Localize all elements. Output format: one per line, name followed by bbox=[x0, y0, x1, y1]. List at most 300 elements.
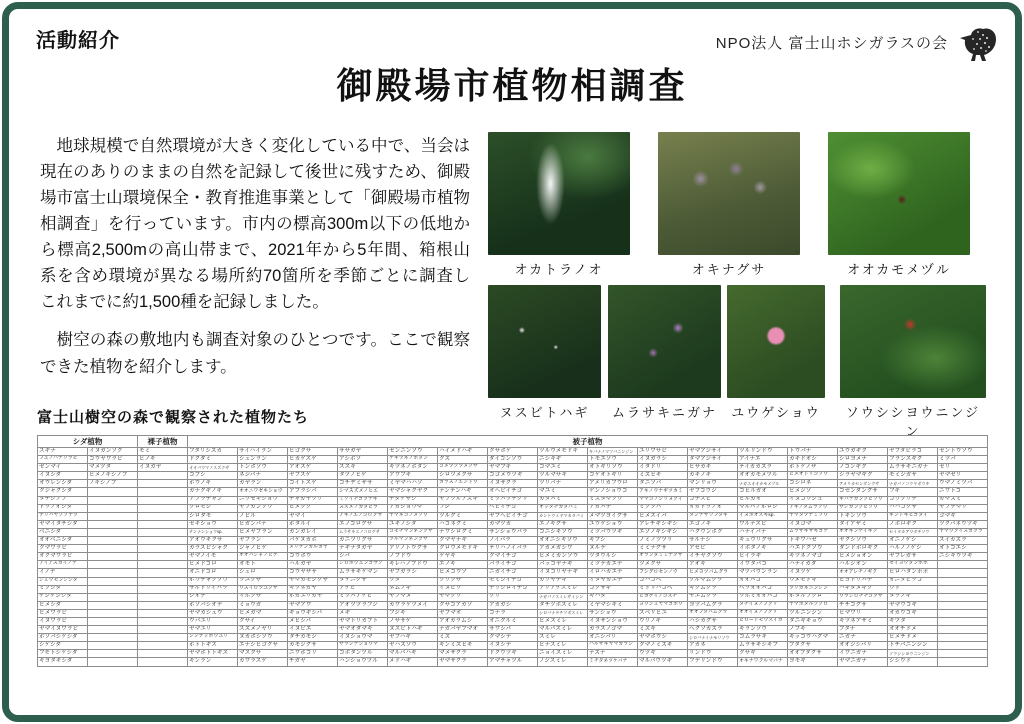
plant-cell: ギョウギシバ bbox=[288, 609, 338, 617]
photo-murasakinigana bbox=[608, 285, 721, 421]
photo-image bbox=[658, 132, 800, 255]
plant-cell: ミョウガ bbox=[238, 601, 288, 609]
org-name: NPO法人 富士山ホシガラスの会 bbox=[715, 35, 948, 52]
plant-cell: ミツバウツギ bbox=[588, 528, 638, 536]
plant-cell: マメヅタ bbox=[88, 464, 138, 472]
plant-cell: セリ bbox=[938, 464, 988, 472]
plant-cell bbox=[138, 472, 188, 480]
photo-caption: ソウシシヨウニンジン bbox=[845, 405, 981, 439]
plant-cell: コモチマンネングサ bbox=[388, 528, 438, 536]
plant-cell: オオベニシダ bbox=[38, 537, 88, 545]
plant-cell: シロダモ bbox=[188, 512, 238, 520]
plant-cell: ウバユリ bbox=[188, 617, 238, 625]
plant-cell: ノブドウ bbox=[388, 553, 438, 561]
plant-cell: コナスビ bbox=[688, 496, 738, 504]
plant-cell: アワブキ bbox=[388, 472, 438, 480]
table-row bbox=[38, 488, 988, 496]
plant-cell: ヤマゼリ bbox=[938, 472, 988, 480]
plant-cell: エゾノギシギシ bbox=[638, 528, 688, 536]
plant-cell: イヌゴマ bbox=[788, 520, 838, 528]
plant-cell: ヒメスミレ bbox=[538, 617, 588, 625]
plant-cell: カヤラン bbox=[238, 480, 288, 488]
plant-cell: ハキダメギク bbox=[838, 585, 888, 593]
plant-cell: キントキヒゴタイ bbox=[888, 512, 938, 520]
plant-cell: ユウガギク bbox=[838, 448, 888, 456]
plant-cell: カナクギノキ bbox=[188, 488, 238, 496]
plant-cell: アカメガシワ bbox=[538, 545, 588, 553]
plant-cell: サラシナショウマ bbox=[338, 642, 388, 650]
plant-cell: ヤマイタチシダ bbox=[38, 520, 88, 528]
plant-cell bbox=[88, 585, 138, 593]
plant-cell: ミゾイチゴツナギ bbox=[338, 496, 388, 504]
plant-cell: イヌビエ bbox=[288, 626, 338, 634]
plant-cell: シロツメクサ bbox=[438, 472, 488, 480]
plant-cell: アキノタムラソウ bbox=[788, 504, 838, 512]
plant-cell: シロバナイナモリソウ bbox=[688, 634, 738, 642]
plant-cell: ヤマグワ bbox=[438, 593, 488, 601]
table-row bbox=[38, 553, 988, 561]
plant-cell: イヌコリヤナギ bbox=[538, 569, 588, 577]
plant-cell: キンミズヒキ bbox=[438, 642, 488, 650]
plant-cell: ケキツネノボタン bbox=[388, 456, 438, 464]
table-row bbox=[38, 642, 988, 650]
plant-cell bbox=[938, 658, 988, 666]
plant-cell: ヒメミカンソウ bbox=[538, 553, 588, 561]
plant-cell: マンリョウ bbox=[688, 480, 738, 488]
plant-cell: アカショウマ bbox=[388, 504, 438, 512]
plant-cell: ニワゼキショウ bbox=[238, 496, 288, 504]
plant-cell: サイハイラン bbox=[238, 448, 288, 456]
plant-cell: ダイコンソウ bbox=[488, 456, 538, 464]
plant-cell bbox=[138, 609, 188, 617]
plant-cell: ヤブカンゾウ bbox=[238, 504, 288, 512]
plant-cell: ヒメノキシノブ bbox=[88, 472, 138, 480]
plant-cell: ミゾシダ bbox=[38, 585, 88, 593]
plant-cell: ムラサキケマン bbox=[338, 569, 388, 577]
plant-cell: ノブキ bbox=[788, 626, 838, 634]
plant-cell: オオバウマノスズクサ bbox=[188, 464, 238, 472]
plant-cell: イヌザンショウ bbox=[588, 617, 638, 625]
plant-cell bbox=[88, 569, 138, 577]
table-row bbox=[38, 561, 988, 569]
plant-cell: ヘクソカズラ bbox=[688, 626, 738, 634]
plant-cell: オオバコ bbox=[738, 577, 788, 585]
plant-cell: ツユクサ bbox=[238, 577, 288, 585]
plant-cell: ソウシシヨウニンジン bbox=[888, 650, 938, 658]
plant-cell: ツリガネニンジン bbox=[788, 585, 838, 593]
photo-image bbox=[840, 285, 986, 398]
plant-cell: メマツヨイグサ bbox=[588, 512, 638, 520]
plant-cell bbox=[88, 520, 138, 528]
plant-cell: シュロ bbox=[238, 569, 288, 577]
plant-cell: エゴノキ bbox=[688, 520, 738, 528]
plant-cell: キランソウ bbox=[738, 626, 788, 634]
plant-cell: コムラサキ bbox=[738, 634, 788, 642]
plant-cell bbox=[938, 577, 988, 585]
plant-cell: ナガバノスミレサイシン bbox=[538, 593, 588, 601]
plant-cell: キツネアザミ bbox=[838, 617, 888, 625]
plant-cell: トキワハゼ bbox=[788, 537, 838, 545]
plant-cell: ヘラオオバコ bbox=[738, 585, 788, 593]
plant-cell: イロハカエデ bbox=[588, 569, 638, 577]
plant-cell: ハイメドハギ bbox=[438, 448, 488, 456]
photo-nusubitohagi bbox=[488, 285, 601, 421]
plant-cell: サルトリイバラ bbox=[188, 585, 238, 593]
plant-cell: バライチゴ bbox=[488, 561, 538, 569]
plant-cell: ササガヤ bbox=[338, 448, 388, 456]
plant-cell: イワニガナ bbox=[838, 650, 888, 658]
photo-soushishiyouninjin bbox=[840, 285, 986, 440]
plant-cell: ホソバシオデ bbox=[188, 601, 238, 609]
plant-cell: ヌスビトハギ bbox=[388, 626, 438, 634]
plant-cell: ニガナ bbox=[838, 634, 888, 642]
plant-cell: アイアスカイノデ bbox=[38, 561, 88, 569]
plant-cell: ヤブハギ bbox=[388, 634, 438, 642]
plant-cell: メリケンカルカヤ bbox=[288, 545, 338, 553]
photo-caption: オキナグサ bbox=[691, 262, 767, 277]
plant-cell: ママコノシリヌグイ bbox=[638, 496, 688, 504]
plant-cell: コブシ bbox=[188, 472, 238, 480]
plant-cell: カワラケツメイ bbox=[388, 601, 438, 609]
plant-cell: オニシバリ bbox=[588, 634, 638, 642]
plant-cell: バケヌカボ bbox=[288, 537, 338, 545]
plant-cell: オキナワクルマバナ bbox=[738, 658, 788, 666]
table-group-header: 裸子植物 bbox=[138, 436, 188, 448]
plant-cell: スギナ bbox=[38, 448, 88, 456]
table-row bbox=[38, 480, 988, 488]
plant-cell: コニシキソウ bbox=[538, 528, 588, 536]
plant-cell: ホタルイ bbox=[288, 520, 338, 528]
table-row bbox=[38, 464, 988, 472]
plant-cell: ハンショウヅル bbox=[338, 658, 388, 666]
plant-cell: コナラ bbox=[488, 609, 538, 617]
plant-cell: ナンテンハギ bbox=[438, 488, 488, 496]
plant-cell: ヒゴクサ bbox=[288, 448, 338, 456]
plant-cell: モミジガサ bbox=[888, 472, 938, 480]
plant-cell: セイヨウタンポポ bbox=[888, 561, 938, 569]
plant-cell bbox=[88, 528, 138, 536]
plant-cell bbox=[938, 650, 988, 658]
plant-cell: トモエソウ bbox=[588, 456, 638, 464]
plant-cell bbox=[88, 545, 138, 553]
plant-cell: オッタチカタバミ bbox=[538, 504, 588, 512]
plant-cell bbox=[138, 480, 188, 488]
plant-cell: ツルリンドウ bbox=[738, 448, 788, 456]
group-header-row bbox=[38, 436, 988, 448]
plant-cell bbox=[938, 601, 988, 609]
plant-cell: ウラジロチチコグサ bbox=[838, 593, 888, 601]
plant-cell bbox=[138, 601, 188, 609]
plant-cell: オニノゲシ bbox=[888, 537, 938, 545]
plant-cell: チガヤ bbox=[288, 658, 338, 666]
plant-cell: ミズタマソウ bbox=[588, 496, 638, 504]
plant-table-head bbox=[38, 436, 988, 448]
plant-cell bbox=[88, 488, 138, 496]
plant-cell: タマアジサイ bbox=[688, 456, 738, 464]
plant-cell: イボクサ bbox=[238, 593, 288, 601]
plant-cell: スミレ bbox=[538, 634, 588, 642]
plant-cell bbox=[138, 658, 188, 666]
plant-cell: チダケサシ bbox=[388, 496, 438, 504]
plant-cell: エノキ bbox=[438, 561, 488, 569]
plant-table bbox=[37, 435, 988, 667]
plant-cell: イワタバコ bbox=[738, 561, 788, 569]
plant-cell: ヒメドコロ bbox=[188, 561, 238, 569]
plant-cell: チチコグサ bbox=[838, 601, 888, 609]
table-row bbox=[38, 537, 988, 545]
intro-paragraph-1: 地球規模で自然環境が大きく変化している中で、当会は現在のありのままの自然を記録して後世に残すため、御殿場市富士山環境保全・教育推進事業として「御殿場市植物相調査」を行っています。市内の標高300m以下の低地から標高2,500mの高山帯まで、2021年から5年間、箱根山系を含め環境が異なる場所約70箇所を季節ごとに調査しこれまでに約1,500種を記録しました。 bbox=[40, 137, 470, 312]
plant-cell: ムラサキニガナ bbox=[888, 464, 938, 472]
plant-cell: ノキシノブ bbox=[88, 480, 138, 488]
plant-cell: ヤマホトトギス bbox=[188, 650, 238, 658]
plant-cell: イノデ bbox=[38, 569, 88, 577]
plant-cell: コウヤワラビ bbox=[88, 456, 138, 464]
plant-cell: カワラスゲ bbox=[238, 658, 288, 666]
plant-cell bbox=[88, 512, 138, 520]
plant-cell: スイカズラ bbox=[938, 537, 988, 545]
plant-cell bbox=[138, 593, 188, 601]
plant-cell: ノビル bbox=[238, 512, 288, 520]
plant-cell: イヌビワ bbox=[438, 585, 488, 593]
table-row bbox=[38, 456, 988, 464]
plant-cell: アメリカフウロ bbox=[588, 480, 638, 488]
plant-cell: ホトトギス bbox=[188, 642, 238, 650]
plant-cell: オオジシバリ bbox=[838, 642, 888, 650]
plant-cell: クサコアカソ bbox=[438, 601, 488, 609]
plant-cell bbox=[88, 537, 138, 545]
plant-cell: ヌルデ bbox=[588, 545, 638, 553]
plant-cell: クマノミズキ bbox=[638, 642, 688, 650]
plant-cell: クズ bbox=[438, 456, 488, 464]
plant-cell: シンテッポウユリ bbox=[188, 634, 238, 642]
plant-cell: ナガエオオカモメヅル bbox=[738, 480, 788, 488]
plant-cell: セイタカアワダチソウ bbox=[888, 528, 938, 536]
plant-cell: タチイヌノフグリ bbox=[738, 601, 788, 609]
plant-cell: ヤマウコギ bbox=[888, 601, 938, 609]
plant-cell: コマユミ bbox=[538, 464, 588, 472]
plant-cell: ハクウンボク bbox=[688, 528, 738, 536]
plant-cell: ヤブガラシ bbox=[388, 569, 438, 577]
plant-cell: コウヤザサ bbox=[288, 569, 338, 577]
plant-cell: クマワラビ bbox=[38, 545, 88, 553]
plant-cell: オオアレチノギク bbox=[838, 569, 888, 577]
plant-cell: コウボウ bbox=[288, 553, 338, 561]
plant-cell: ヤマカシュウ bbox=[188, 609, 238, 617]
plant-cell: オオフタバムグラ bbox=[688, 609, 738, 617]
plant-cell: ツクバネウツギ bbox=[938, 520, 988, 528]
plant-cell bbox=[138, 626, 188, 634]
plant-cell bbox=[938, 609, 988, 617]
plant-cell: ニワホコリ bbox=[288, 650, 338, 658]
plant-cell: クロモジ bbox=[188, 504, 238, 512]
plant-cell: フタリシズカ bbox=[188, 448, 238, 456]
plant-cell: コケオトギリ bbox=[588, 472, 638, 480]
plant-cell: ムラサキエノコログサ bbox=[338, 528, 388, 536]
plant-cell bbox=[138, 569, 188, 577]
plant-cell: アオキ bbox=[688, 561, 738, 569]
plant-cell bbox=[88, 496, 138, 504]
plant-cell: ハルザキヤマガラシ bbox=[588, 642, 638, 650]
plant-cell: ムラサキサギゴケ bbox=[788, 528, 838, 536]
plant-cell: ノササゲ bbox=[388, 617, 438, 625]
plant-cell: ヤブレガサ bbox=[888, 553, 938, 561]
plant-cell bbox=[938, 561, 988, 569]
photo-ookamomezuru bbox=[828, 132, 970, 278]
plant-cell: スズメノカタビラ bbox=[338, 504, 388, 512]
plant-cell: カキドオシ bbox=[788, 456, 838, 464]
plant-cell: マメザクラ bbox=[438, 650, 488, 658]
plant-cell: タニギキョウ bbox=[788, 617, 838, 625]
plant-table-body bbox=[38, 448, 988, 667]
plant-cell: ミツデカエデ bbox=[588, 561, 638, 569]
photo-okinagusa bbox=[658, 132, 800, 278]
plant-cell: ヒメジソ bbox=[788, 488, 838, 496]
plant-cell: オクマワラビ bbox=[38, 553, 88, 561]
plant-cell: ススキ bbox=[338, 464, 388, 472]
plant-cell: ハルガヤ bbox=[288, 561, 338, 569]
plant-cell: コメツブツメクサ bbox=[438, 464, 488, 472]
plant-cell: アキノエノコログサ bbox=[338, 512, 388, 520]
table-row bbox=[38, 520, 988, 528]
plant-cell: オオブタクサ bbox=[788, 650, 838, 658]
plant-cell: ハシカグサ bbox=[688, 617, 738, 625]
plant-cell: エノキグサ bbox=[538, 520, 588, 528]
plant-cell: ヒメコウゾ bbox=[438, 569, 488, 577]
plant-cell: アオウキクサ bbox=[188, 537, 238, 545]
plant-cell: タケニグサ bbox=[338, 577, 388, 585]
plant-cell: カマツカ bbox=[488, 520, 538, 528]
plant-cell: イヌガラシ bbox=[638, 456, 688, 464]
plant-cell: マルバスミレ bbox=[538, 626, 588, 634]
plant-cell: ミズ bbox=[438, 634, 488, 642]
plant-cell: ヒメスイバ bbox=[638, 512, 688, 520]
plant-cell: カワヤナギ bbox=[538, 577, 588, 585]
plant-cell: ニワトコ bbox=[938, 488, 988, 496]
plant-cell: チャガヤツリ bbox=[288, 496, 338, 504]
plant-cell: ミゾソバ bbox=[638, 504, 688, 512]
table-row bbox=[38, 585, 988, 593]
plant-cell: シロバナタチツボスミレ bbox=[538, 609, 588, 617]
plant-cell: ヤマイ bbox=[288, 512, 338, 520]
plant-cell: ナガバノコウヤボウキ bbox=[888, 480, 938, 488]
plant-cell: フモトシケシダ bbox=[38, 650, 88, 658]
plant-cell: ヒメヤブラン bbox=[238, 528, 288, 536]
plant-cell: ウスイロツユクサ bbox=[238, 585, 288, 593]
photo-image bbox=[608, 285, 721, 398]
plant-cell: アマチャヅル bbox=[488, 658, 538, 666]
plant-cell bbox=[88, 553, 138, 561]
plant-cell bbox=[138, 553, 188, 561]
plant-cell: タイアザミ bbox=[838, 520, 888, 528]
plant-cell: アオカラムシ bbox=[438, 617, 488, 625]
plant-cell bbox=[88, 642, 138, 650]
plant-cell: メヒシバ bbox=[288, 617, 338, 625]
plant-cell: キンラン bbox=[188, 658, 238, 666]
plant-cell: テリハノイバラ bbox=[488, 545, 538, 553]
plant-cell: ネジバナ bbox=[238, 472, 288, 480]
plant-cell: ツタウルシ bbox=[588, 553, 638, 561]
plant-cell: ヤブタビラコ bbox=[888, 448, 938, 456]
plant-cell: オヘビイチゴ bbox=[488, 488, 538, 496]
plant-cell: ヤマニガナ bbox=[838, 658, 888, 666]
plant-cell: ヘビイチゴ bbox=[488, 504, 538, 512]
photo-okatoranoo bbox=[488, 132, 630, 278]
plant-cell: シシウド bbox=[888, 658, 938, 666]
plant-cell: クサギ bbox=[738, 650, 788, 658]
plant-cell: ヤブヘビイチゴ bbox=[488, 512, 538, 520]
plant-cell: コイトスゲ bbox=[288, 480, 338, 488]
plant-cell: ハコネグミ bbox=[438, 520, 488, 528]
plant-cell: ヨツバムグラ bbox=[688, 601, 738, 609]
plant-cell: ムラサキシキブ bbox=[738, 642, 788, 650]
plant-cell: ツリバナ bbox=[538, 480, 588, 488]
plant-cell: キュウリグサ bbox=[738, 537, 788, 545]
plant-cell: カニツリグサ bbox=[338, 537, 388, 545]
plant-cell: タチツボスミレ bbox=[538, 601, 588, 609]
plant-cell: オオキンケイギク bbox=[838, 528, 888, 536]
plant-cell: アメリカセンダングサ bbox=[838, 480, 888, 488]
plant-cell: ウド bbox=[888, 585, 938, 593]
plant-cell: ヤマアワ bbox=[288, 601, 338, 609]
plant-cell: オオイヌノフグリ bbox=[738, 609, 788, 617]
plant-cell bbox=[138, 585, 188, 593]
plant-cell: ハナイバナ bbox=[738, 528, 788, 536]
plant-cell: ヤブスゲ bbox=[288, 472, 338, 480]
plant-cell: アオツヅラフジ bbox=[338, 601, 388, 609]
plant-cell: シケシダ bbox=[38, 642, 88, 650]
plant-cell: ホガエリガヤ bbox=[288, 593, 338, 601]
plant-cell: ワルナスビ bbox=[738, 520, 788, 528]
plant-cell: イヌザクラ bbox=[488, 480, 538, 488]
plant-cell: オオバジャノヒゲ bbox=[238, 553, 288, 561]
plant-cell: コウゾリナ bbox=[888, 496, 938, 504]
plant-cell bbox=[938, 626, 988, 634]
plant-cell bbox=[88, 577, 138, 585]
plant-cell: ミチタネツケバナ bbox=[588, 658, 638, 666]
plant-cell: コチヂミザサ bbox=[338, 480, 388, 488]
page-title: 御殿場市植物相調査 bbox=[336, 65, 688, 106]
table-heading: 富士山樹空の森で観察された植物たち bbox=[37, 409, 310, 426]
plant-cell: イヌコウジュ bbox=[788, 496, 838, 504]
plant-cell: イヌシデ bbox=[488, 642, 538, 650]
plant-cell: カモジグサ bbox=[288, 642, 338, 650]
plant-cell: アレチギシギシ bbox=[638, 520, 688, 528]
plant-cell bbox=[88, 617, 138, 625]
plant-cell: オランダミミナグサ bbox=[638, 553, 688, 561]
plant-cell: ヤハズソウ bbox=[388, 642, 438, 650]
plant-cell bbox=[938, 634, 988, 642]
plant-cell: クマイチゴ bbox=[488, 553, 538, 561]
table-row bbox=[38, 448, 988, 456]
plant-cell: ツルニンジン bbox=[788, 609, 838, 617]
plant-cell: ウメモドキ bbox=[788, 577, 838, 585]
plant-cell bbox=[88, 561, 138, 569]
plant-cell bbox=[88, 658, 138, 666]
plant-cell bbox=[138, 537, 188, 545]
table-row bbox=[38, 593, 988, 601]
plant-cell: ヒメクグ bbox=[288, 504, 338, 512]
plant-cell bbox=[138, 617, 188, 625]
plant-cell: クマシデ bbox=[488, 634, 538, 642]
plant-cell: センニンソウ bbox=[388, 448, 438, 456]
plant-cell: ヤブマオ bbox=[438, 609, 488, 617]
table-row bbox=[38, 650, 988, 658]
plant-cell: フジ bbox=[438, 504, 488, 512]
plant-cell: ナワシログミ bbox=[438, 528, 488, 536]
plant-cell bbox=[88, 626, 138, 634]
plant-cell: ベニシダ bbox=[38, 528, 88, 536]
plant-cell: アブラシバ bbox=[288, 488, 338, 496]
